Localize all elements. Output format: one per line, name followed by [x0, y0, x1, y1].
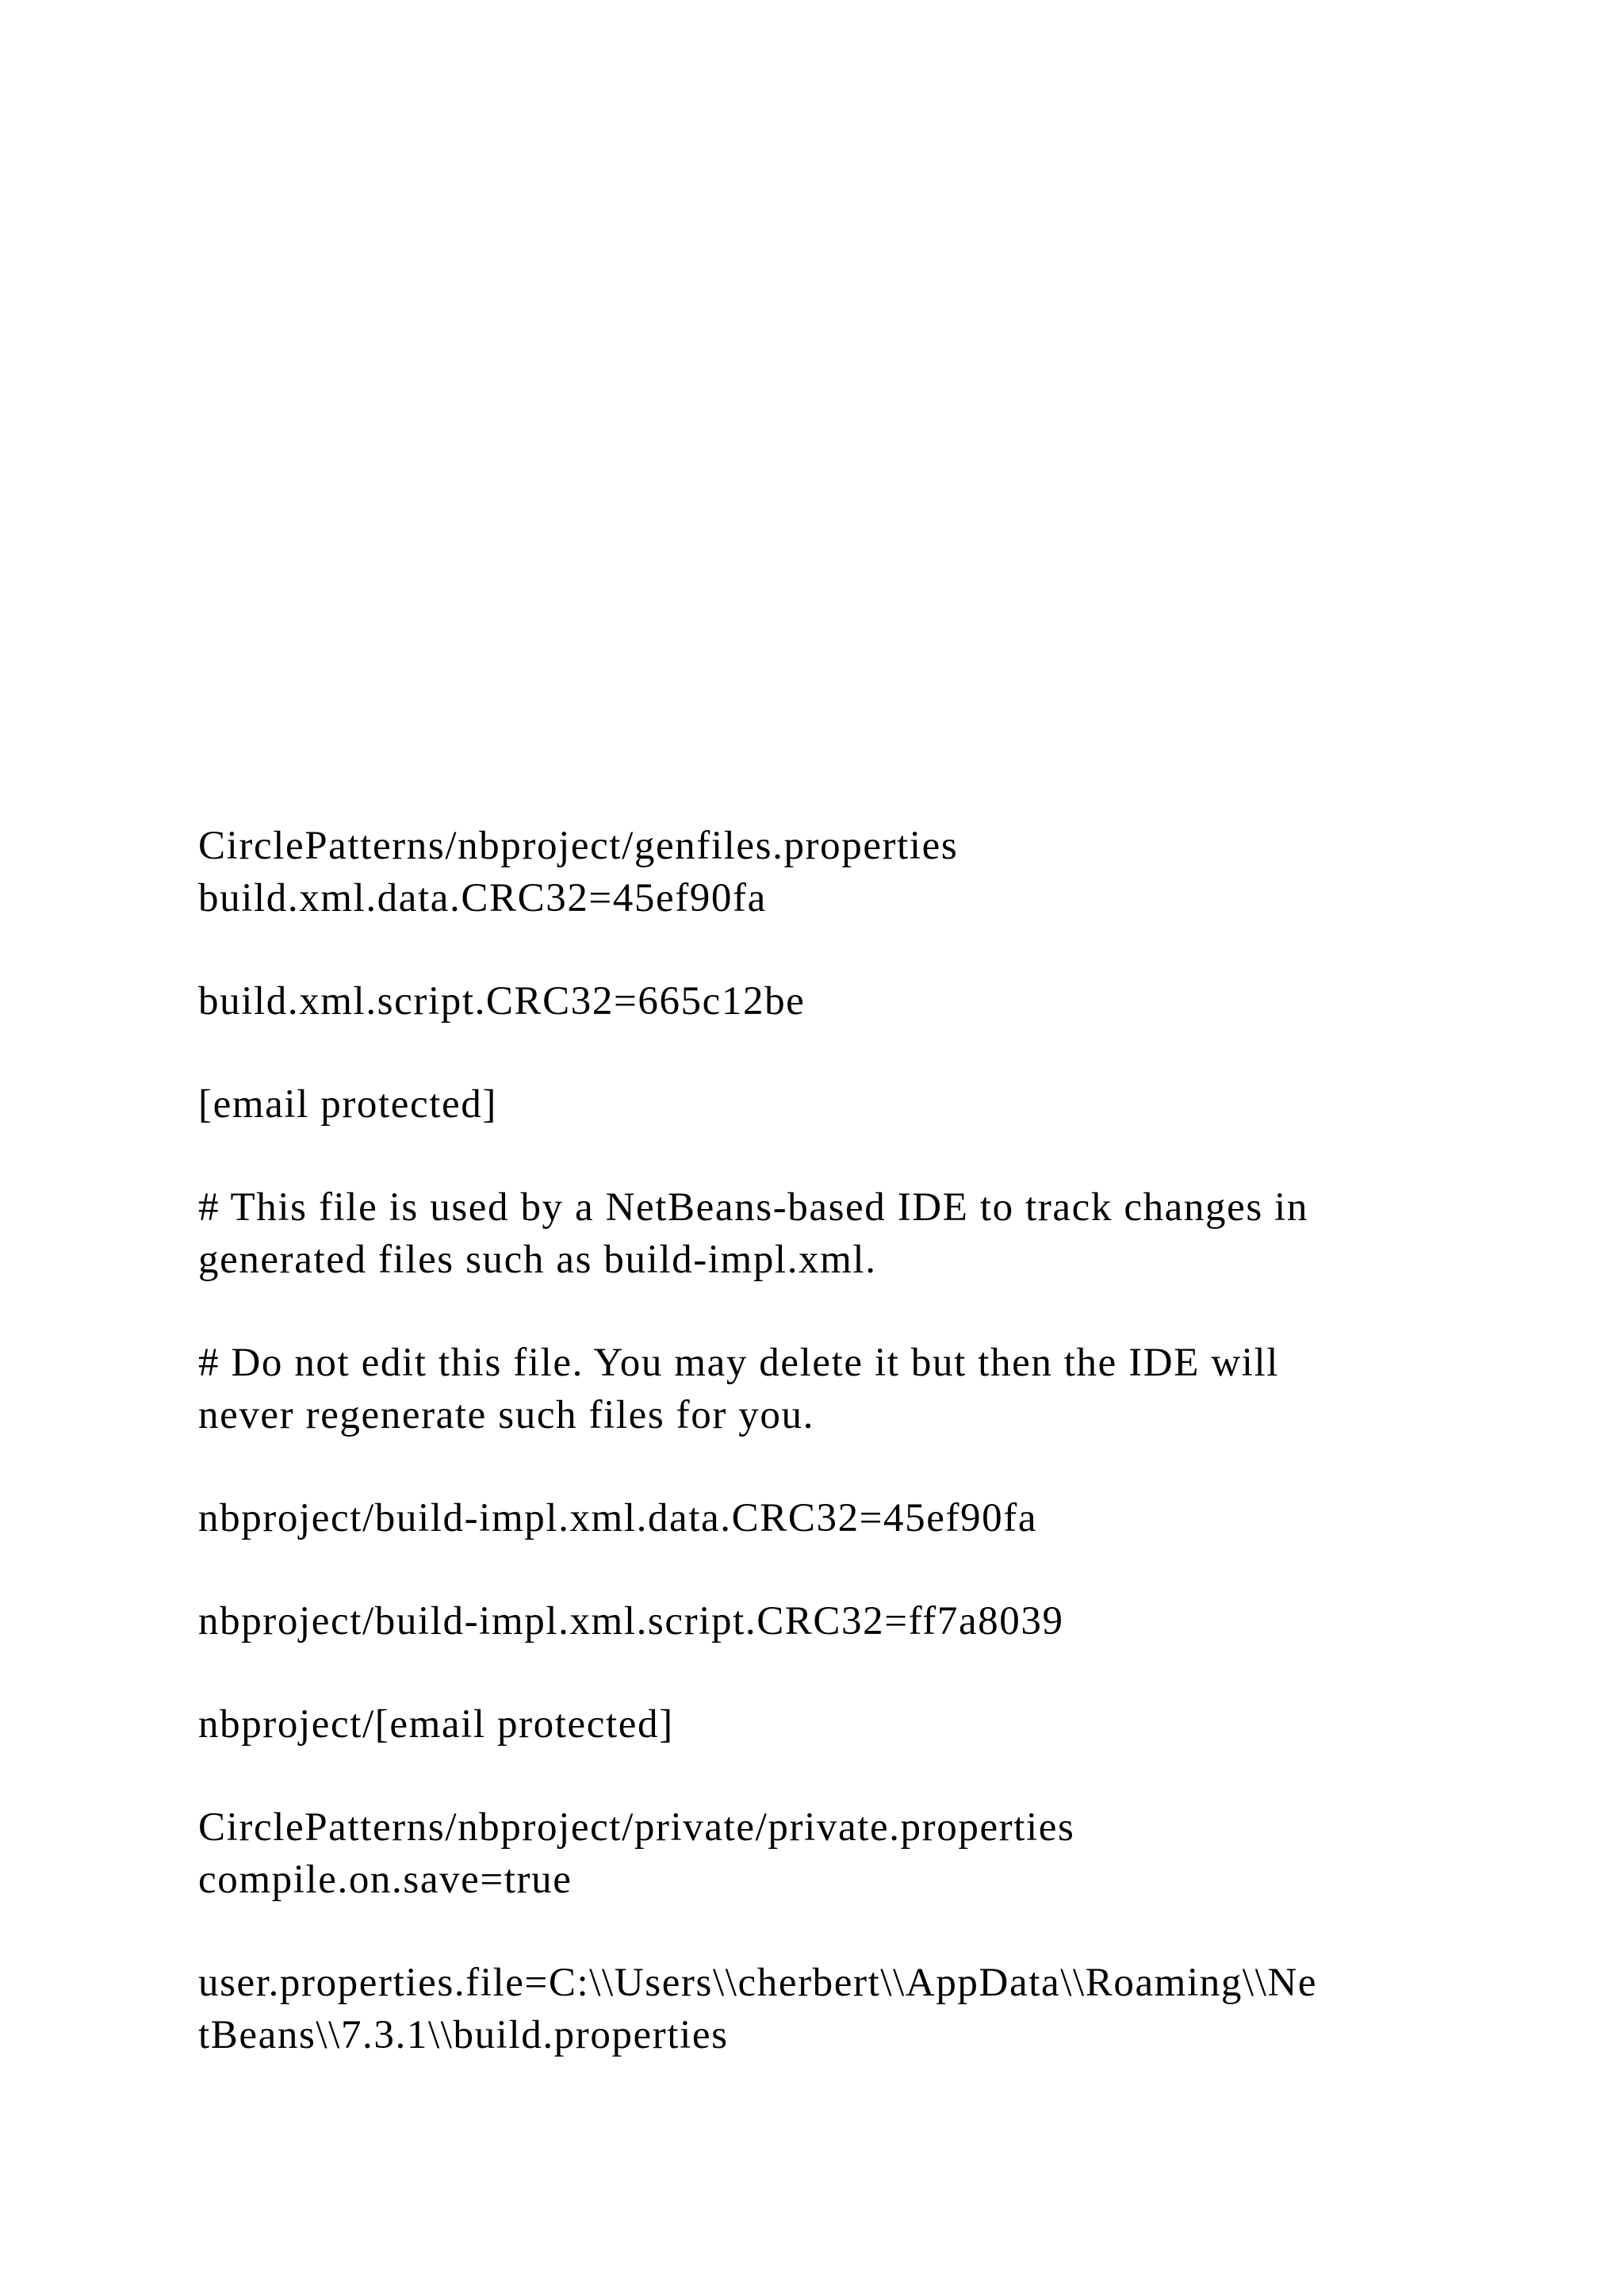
- blank-line: [198, 1441, 1546, 1492]
- text-line: nbproject/build-impl.xml.script.CRC32=ff7a8039: [198, 1599, 1064, 1644]
- blank-line: [198, 1544, 1546, 1595]
- blank-line: [198, 1286, 1546, 1337]
- blank-line: [198, 1027, 1546, 1078]
- text-line: compile.on.save=true: [198, 1858, 573, 1902]
- text-line: nbproject/build-impl.xml.data.CRC32=45ef90fa: [198, 1496, 1038, 1540]
- text-line: # This file is used by a NetBeans-based IDE to track changes in: [198, 1185, 1309, 1230]
- blank-line: [198, 1131, 1546, 1181]
- text-line: build.xml.data.CRC32=45ef90fa: [198, 876, 767, 920]
- text-line: CirclePatterns/nbproject/genfiles.properties: [198, 824, 959, 868]
- blank-line: [198, 1647, 1546, 1698]
- blank-line: [198, 924, 1546, 975]
- text-line: CirclePatterns/nbproject/private/private.properties: [198, 1805, 1075, 1850]
- text-line: tBeans\\7.3.1\\build.properties: [198, 2013, 729, 2057]
- blank-line: [198, 1751, 1546, 1801]
- text-line: user.properties.file=C:\\Users\\cherbert\\AppData\\Roaming\\Ne: [198, 1961, 1318, 2005]
- text-line: build.xml.script.CRC32=665c12be: [198, 979, 806, 1024]
- text-line: generated files such as build-impl.xml.: [198, 1238, 877, 1282]
- document-body: [198, 820, 1546, 2061]
- blank-line: [198, 1906, 1546, 1957]
- text-line: never regenerate such files for you.: [198, 1393, 814, 1437]
- text-line: [email protected]: [198, 1082, 497, 1127]
- text-line: # Do not edit this file. You may delete it but then the IDE will: [198, 1341, 1280, 1385]
- text-line: nbproject/[email protected]: [198, 1702, 674, 1747]
